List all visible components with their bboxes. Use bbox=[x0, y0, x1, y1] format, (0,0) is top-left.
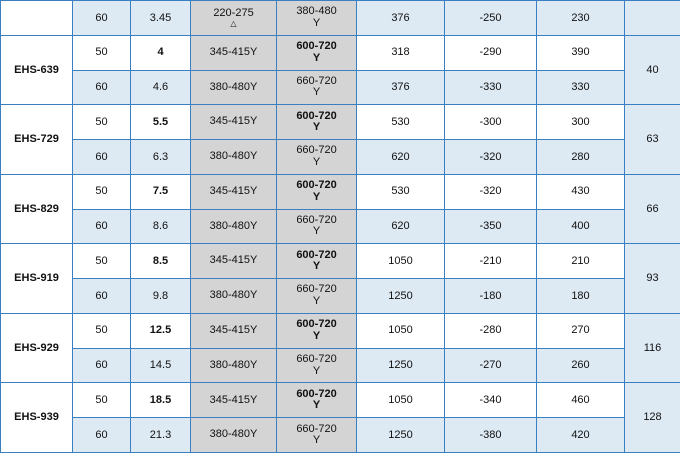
cell-voltage-out bbox=[277, 1, 357, 36]
voltage-out-connection: Y bbox=[312, 155, 321, 168]
voltage-out-connection: Y bbox=[312, 329, 321, 342]
cell-power: 5.5 bbox=[131, 105, 191, 140]
cell-frequency: 50 bbox=[73, 105, 131, 140]
cell-power: 12.5 bbox=[131, 313, 191, 348]
cell-frequency: 60 bbox=[73, 279, 131, 314]
voltage-out-connection: Y bbox=[312, 295, 321, 307]
table-body bbox=[1, 1, 680, 453]
cell-value-b: -250 bbox=[445, 1, 537, 36]
cell-value-b: -330 bbox=[445, 70, 537, 105]
table-row bbox=[1, 174, 680, 209]
cell-voltage-out bbox=[277, 70, 357, 105]
table-row bbox=[1, 105, 680, 140]
cell-value-c: 180 bbox=[537, 279, 625, 314]
cell-voltage-out bbox=[277, 383, 357, 418]
voltage-out-connection: Y bbox=[312, 260, 321, 273]
voltage-out-value: 660-720 bbox=[296, 213, 337, 226]
cell-value-c: 210 bbox=[537, 244, 625, 279]
voltage-out-value: 600-720 bbox=[296, 179, 337, 192]
cell-voltage-out bbox=[277, 209, 357, 244]
cell-voltage-out bbox=[277, 348, 357, 383]
voltage-out-value: 660-720 bbox=[296, 422, 337, 435]
cell-voltage-out bbox=[277, 140, 357, 175]
table-row bbox=[1, 313, 680, 348]
voltage-out-connection: Y bbox=[312, 86, 321, 99]
cell-value-b: -340 bbox=[445, 383, 537, 418]
cell-value-b: -290 bbox=[445, 35, 537, 70]
voltage-in-value: 345-415Y bbox=[209, 254, 258, 267]
cell-power: 4.6 bbox=[131, 70, 191, 105]
cell-frequency: 60 bbox=[73, 418, 131, 453]
cell-rating: 93 bbox=[625, 244, 680, 314]
cell-value-b: -320 bbox=[445, 174, 537, 209]
table-row bbox=[1, 418, 680, 453]
voltage-out-value: 660-720 bbox=[296, 144, 337, 157]
voltage-out-connection: Y bbox=[312, 434, 321, 447]
cell-value-c: 390 bbox=[537, 35, 625, 70]
cell-frequency: 50 bbox=[73, 383, 131, 418]
voltage-in-value: 345-415Y bbox=[209, 184, 258, 197]
voltage-in-value: 345-415Y bbox=[209, 393, 258, 406]
cell-value-a: 318 bbox=[357, 35, 445, 70]
table-row bbox=[1, 1, 680, 36]
cell-frequency: 50 bbox=[73, 35, 131, 70]
cell-power: 3.45 bbox=[131, 1, 191, 36]
cell-model bbox=[1, 1, 73, 36]
cell-voltage-in bbox=[191, 348, 277, 383]
cell-voltage-in bbox=[191, 174, 277, 209]
cell-voltage-in bbox=[191, 209, 277, 244]
cell-voltage-in bbox=[191, 279, 277, 314]
voltage-out-connection: Y bbox=[312, 364, 321, 377]
cell-rating: 40 bbox=[625, 35, 680, 105]
table-row bbox=[1, 209, 680, 244]
cell-voltage-in bbox=[191, 383, 277, 418]
cell-frequency: 60 bbox=[73, 140, 131, 175]
voltage-out-connection: Y bbox=[312, 121, 321, 134]
voltage-out-value: 660-720 bbox=[296, 74, 337, 87]
voltage-out-value: 660-720 bbox=[296, 283, 337, 296]
cell-rating: 116 bbox=[625, 313, 680, 383]
cell-model: EHS-729 bbox=[1, 105, 73, 175]
voltage-out-connection: Y bbox=[312, 225, 321, 238]
voltage-in-value: 345-415Y bbox=[209, 324, 258, 336]
cell-value-a: 530 bbox=[357, 174, 445, 209]
cell-model: EHS-939 bbox=[1, 383, 73, 453]
cell-value-c: 430 bbox=[537, 174, 625, 209]
delta-connection-icon: △ bbox=[230, 18, 237, 28]
cell-power: 18.5 bbox=[131, 383, 191, 418]
cell-value-c: 260 bbox=[537, 348, 625, 383]
cell-rating bbox=[625, 1, 680, 36]
cell-rating: 63 bbox=[625, 105, 680, 175]
cell-value-a: 530 bbox=[357, 105, 445, 140]
voltage-out-value: 600-720 bbox=[296, 387, 337, 400]
voltage-out-value: 600-720 bbox=[296, 318, 337, 331]
cell-frequency: 50 bbox=[73, 244, 131, 279]
cell-model: EHS-929 bbox=[1, 313, 73, 383]
voltage-in-value: 380-480Y bbox=[209, 80, 258, 93]
cell-value-c: 280 bbox=[537, 140, 625, 175]
voltage-out-connection: Y bbox=[312, 16, 321, 29]
cell-value-a: 376 bbox=[357, 70, 445, 105]
cell-voltage-in bbox=[191, 244, 277, 279]
voltage-in-value: 380-480Y bbox=[209, 428, 258, 441]
table-row bbox=[1, 279, 680, 314]
cell-value-a: 376 bbox=[357, 1, 445, 36]
cell-model: EHS-639 bbox=[1, 35, 73, 105]
cell-power: 8.6 bbox=[131, 209, 191, 244]
cell-voltage-out bbox=[277, 105, 357, 140]
table-row bbox=[1, 244, 680, 279]
cell-power: 7.5 bbox=[131, 174, 191, 209]
cell-frequency: 50 bbox=[73, 174, 131, 209]
voltage-in-value: 345-415Y bbox=[209, 45, 258, 58]
voltage-in-value: 345-415Y bbox=[209, 115, 258, 128]
cell-value-a: 1250 bbox=[357, 348, 445, 383]
voltage-out-connection: Y bbox=[312, 399, 321, 412]
voltage-out-value: 600-720 bbox=[296, 248, 337, 261]
table-row bbox=[1, 348, 680, 383]
cell-voltage-in bbox=[191, 105, 277, 140]
cell-power: 6.3 bbox=[131, 140, 191, 175]
cell-voltage-in bbox=[191, 140, 277, 175]
cell-frequency: 60 bbox=[73, 1, 131, 36]
cell-value-c: 420 bbox=[537, 418, 625, 453]
cell-voltage-out bbox=[277, 279, 357, 314]
voltage-out-connection: Y bbox=[312, 190, 321, 203]
cell-frequency: 50 bbox=[73, 313, 131, 348]
cell-power: 4 bbox=[131, 35, 191, 70]
voltage-out-connection: Y bbox=[312, 51, 321, 64]
cell-voltage-in bbox=[191, 1, 277, 36]
cell-value-c: 300 bbox=[537, 105, 625, 140]
voltage-in-value: 220-275 bbox=[213, 7, 254, 20]
cell-model: EHS-829 bbox=[1, 174, 73, 244]
cell-value-b: -320 bbox=[445, 140, 537, 175]
cell-power: 8.5 bbox=[131, 244, 191, 279]
table-row bbox=[1, 383, 680, 418]
cell-value-a: 1050 bbox=[357, 244, 445, 279]
table-row bbox=[1, 140, 680, 175]
cell-value-a: 620 bbox=[357, 209, 445, 244]
cell-value-a: 1250 bbox=[357, 279, 445, 314]
table-row bbox=[1, 35, 680, 70]
voltage-in-value: 380-480Y bbox=[209, 219, 258, 232]
cell-value-c: 460 bbox=[537, 383, 625, 418]
cell-value-a: 620 bbox=[357, 140, 445, 175]
voltage-out-value: 660-720 bbox=[296, 352, 337, 365]
cell-value-b: -350 bbox=[445, 209, 537, 244]
cell-power: 9.8 bbox=[131, 279, 191, 314]
cell-voltage-out bbox=[277, 313, 357, 348]
cell-value-a: 1050 bbox=[357, 383, 445, 418]
cell-value-b: -180 bbox=[445, 279, 537, 314]
cell-value-b: -210 bbox=[445, 244, 537, 279]
cell-value-b: -280 bbox=[445, 313, 537, 348]
cell-model: EHS-919 bbox=[1, 244, 73, 314]
cell-voltage-in bbox=[191, 35, 277, 70]
voltage-in-value: 380-480Y bbox=[209, 289, 258, 302]
cell-voltage-out bbox=[277, 418, 357, 453]
voltage-in-value: 380-480Y bbox=[209, 358, 258, 371]
cell-voltage-in bbox=[191, 70, 277, 105]
cell-rating: 66 bbox=[625, 174, 680, 244]
cell-value-b: -380 bbox=[445, 418, 537, 453]
cell-rating: 128 bbox=[625, 383, 680, 453]
cell-power: 14.5 bbox=[131, 348, 191, 383]
cell-voltage-out bbox=[277, 35, 357, 70]
cell-voltage-out bbox=[277, 174, 357, 209]
cell-voltage-in bbox=[191, 418, 277, 453]
cell-voltage-out bbox=[277, 244, 357, 279]
cell-value-b: -300 bbox=[445, 105, 537, 140]
cell-frequency: 60 bbox=[73, 209, 131, 244]
cell-value-c: 330 bbox=[537, 70, 625, 105]
cell-value-a: 1250 bbox=[357, 418, 445, 453]
cell-value-a: 1050 bbox=[357, 313, 445, 348]
cell-frequency: 60 bbox=[73, 348, 131, 383]
table-row bbox=[1, 70, 680, 105]
cell-value-c: 270 bbox=[537, 313, 625, 348]
voltage-out-value: 380-480 bbox=[296, 5, 337, 18]
cell-value-c: 230 bbox=[537, 1, 625, 36]
cell-value-c: 400 bbox=[537, 209, 625, 244]
cell-value-b: -270 bbox=[445, 348, 537, 383]
voltage-in-value: 380-480Y bbox=[209, 150, 258, 163]
voltage-out-value: 600-720 bbox=[296, 40, 337, 53]
cell-frequency: 60 bbox=[73, 70, 131, 105]
cell-power: 21.3 bbox=[131, 418, 191, 453]
voltage-out-value: 600-720 bbox=[296, 109, 337, 122]
cell-voltage-in bbox=[191, 313, 277, 348]
